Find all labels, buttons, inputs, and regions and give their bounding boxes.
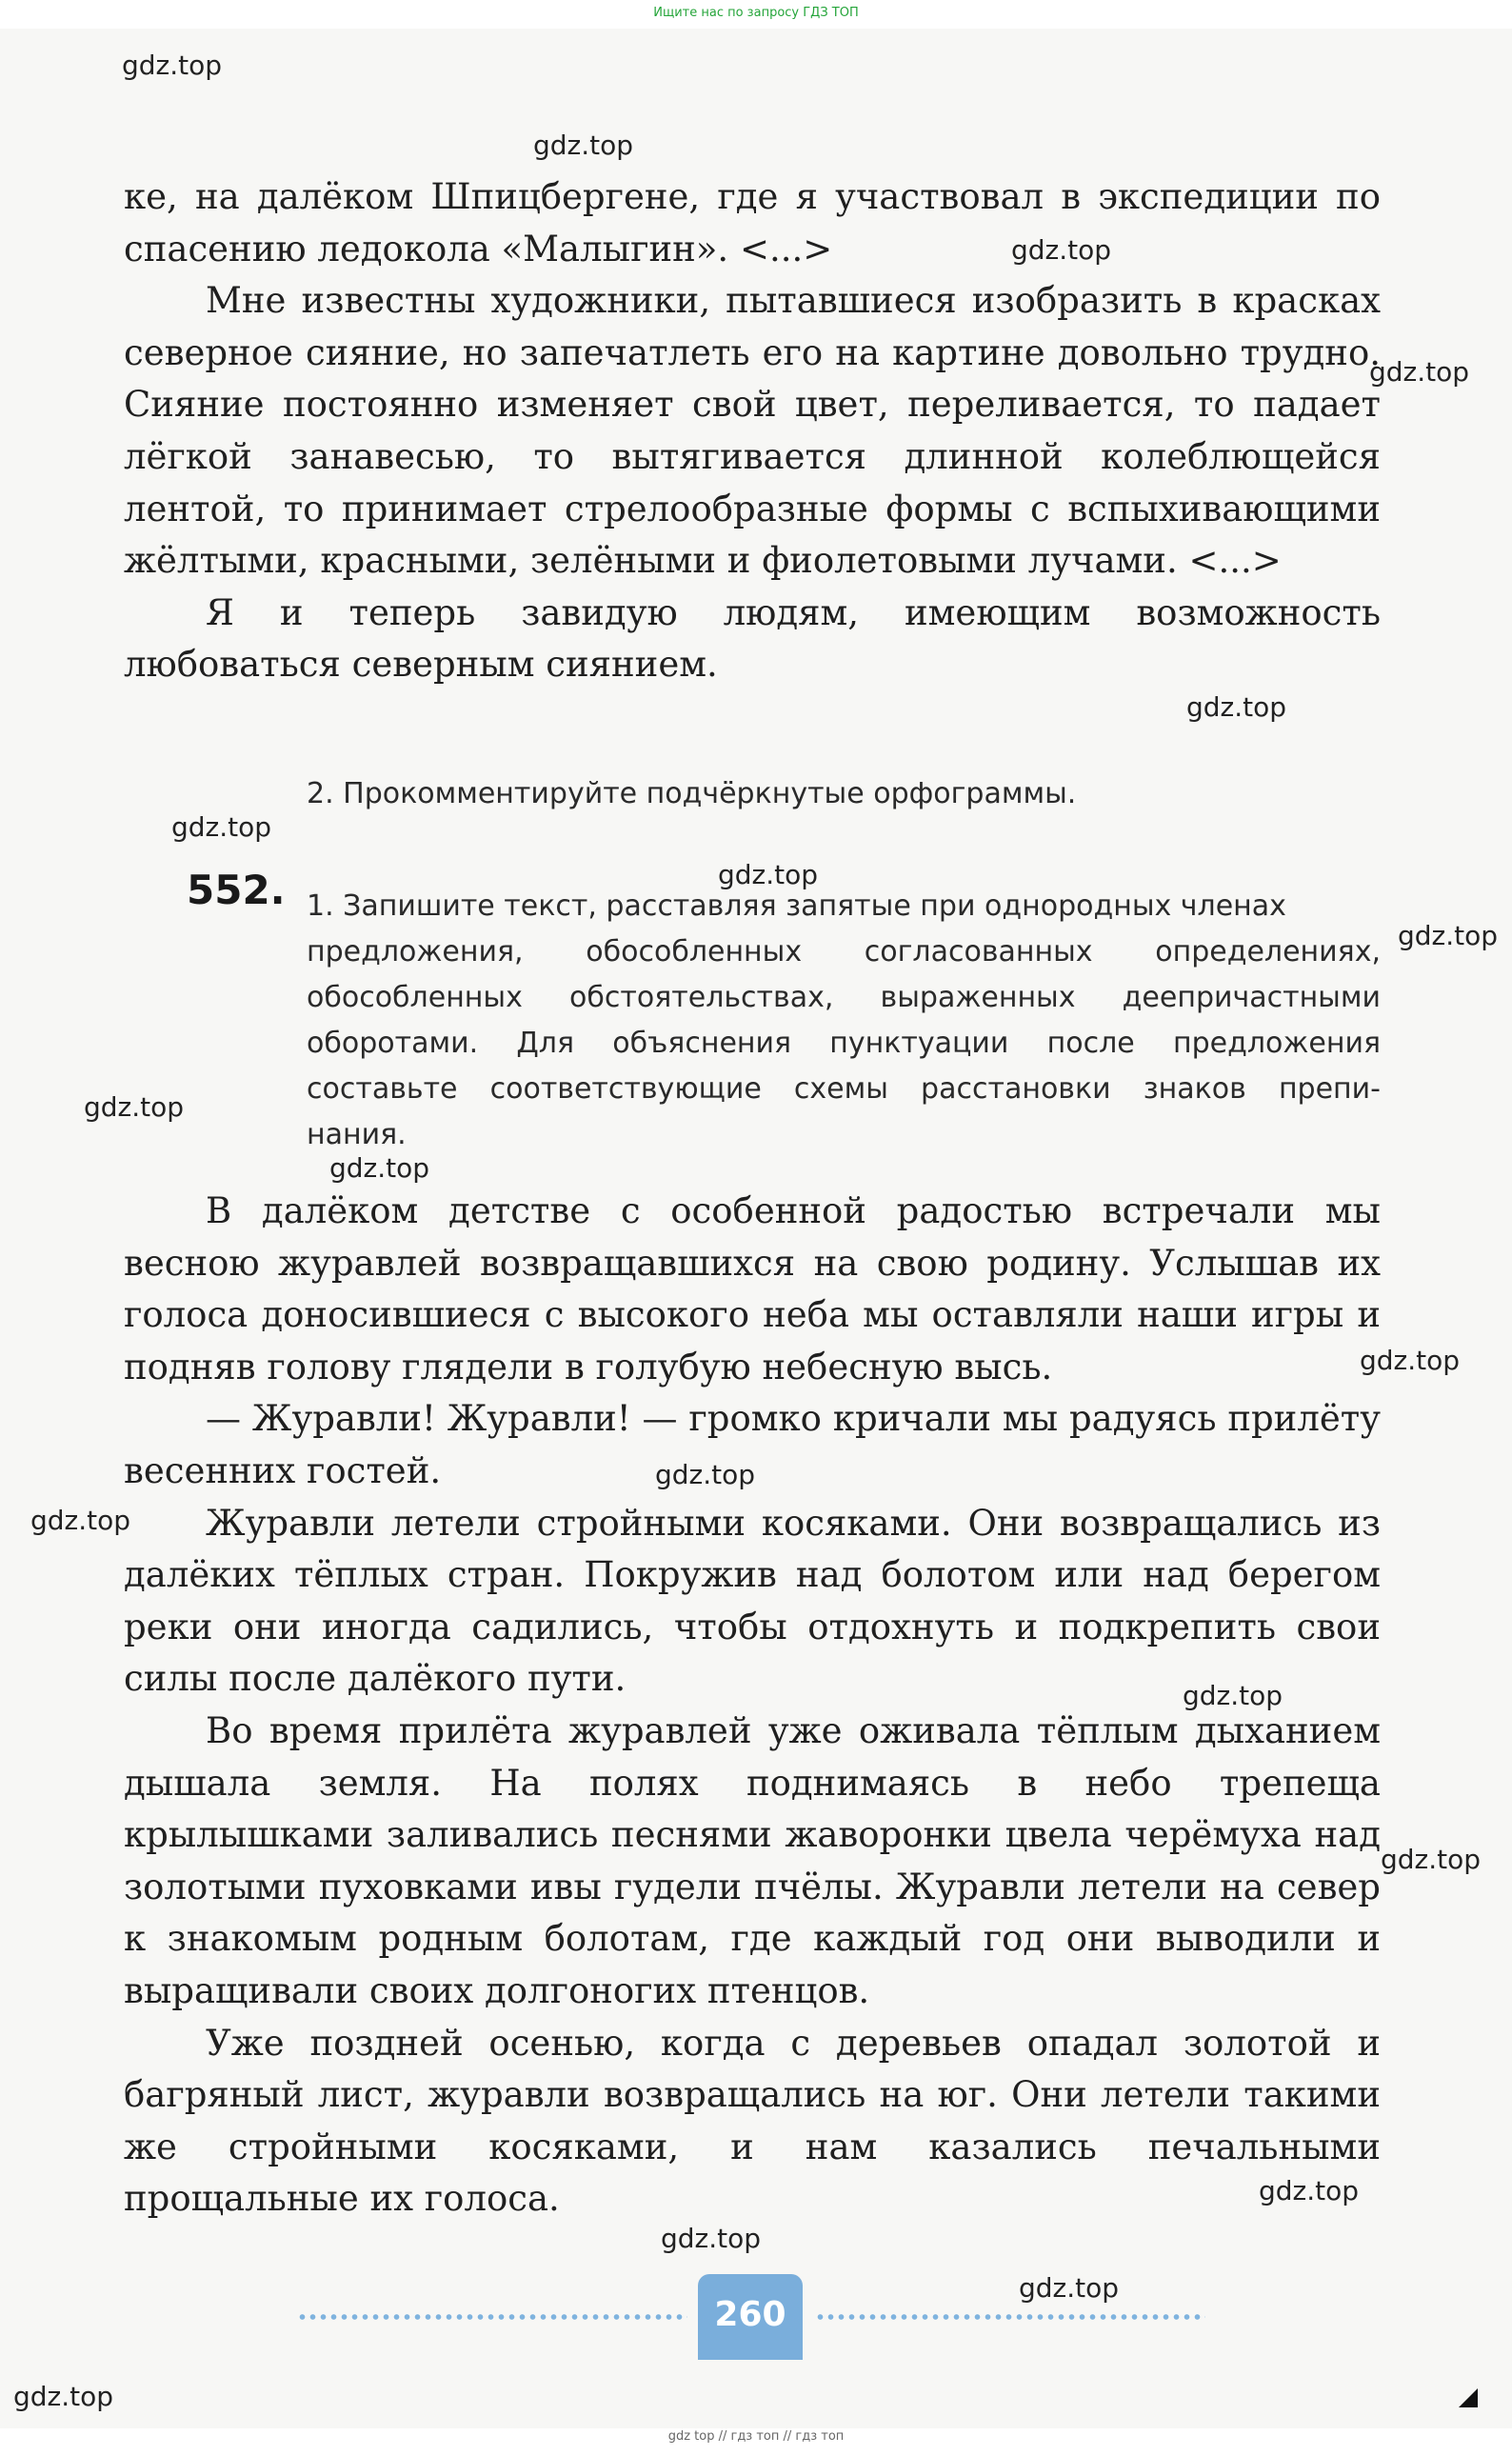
- instruction-line: оборотами. Для объяснения пунктуации после предложения: [307, 1027, 1381, 1060]
- watermark: gdz.top: [13, 2381, 114, 2412]
- watermark: gdz.top: [1381, 1844, 1482, 1875]
- watermark: gdz.top: [1360, 1345, 1461, 1376]
- watermark: gdz.top: [1011, 234, 1112, 266]
- task-2-instruction: 2. Прокомментируйте подчёркнутые орфограммы.: [307, 777, 1077, 810]
- paragraph: Мне известны художники, пытавшиеся изобразить в красках северное сияние, но запечатлеть его на картине довольно трудно. Сияние постоянно изменяет свой цвет, переливается, то падает лёгкой занавесью, то вытягивается длинной колеблющейся лентой, то принимает стрелообразные формы с вспыхивающими жёлтыми, красными, зелёными и фиолетовыми лучами. <...>: [124, 280, 1381, 582]
- watermark: gdz.top: [1186, 691, 1287, 723]
- exercise-number: 552.: [187, 867, 286, 913]
- paragraph: Во время прилёта журавлей уже оживала тёплым дыханием дышала земля. На полях поднимаясь в небо трепеща крылышками заливались песнями жаворонки цвела черёмуха над золотыми пуховками ивы гудели пчёлы. Журавли летели на север к знакомым родным болотам, где каждый год они выводили и выращивали своих долгоногих птенцов.: [124, 1709, 1381, 2011]
- footer-dots-left: [297, 2309, 687, 2325]
- watermark: gdz.top: [1019, 2272, 1120, 2304]
- watermark: gdz.top: [1369, 356, 1470, 388]
- top-banner[interactable]: Ищите нас по запросу ГДЗ ТОП: [653, 6, 859, 20]
- watermark: gdz.top: [1398, 920, 1499, 951]
- exercise-instruction: [307, 884, 1381, 1158]
- watermark: gdz.top: [1259, 2175, 1360, 2206]
- bottom-banner[interactable]: gdz top // гдз топ // гдз топ: [667, 2429, 845, 2444]
- instruction-line: обособленных обстоятельствах, выраженных деепричастными: [307, 981, 1381, 1014]
- instruction-line: нания.: [307, 1118, 407, 1151]
- paragraph: Уже поздней осенью, когда с деревьев опадал золотой и багряный лист, журавли возвращались на юг. Они летели такими же стройными косяками, и нам казались печальными прощальные их голоса.: [124, 2022, 1381, 2220]
- watermark: gdz.top: [655, 1459, 756, 1490]
- watermark: gdz.top: [122, 50, 223, 81]
- paragraph: — Журавли! Журавли! — громко кричали мы радуясь прилёту весенних гостей.: [124, 1398, 1381, 1491]
- passage-top: [124, 171, 1381, 691]
- paragraph: Я и теперь завидую людям, имеющим возможность любоваться северным сиянием.: [124, 591, 1381, 686]
- paragraph: В далёком детстве с особенной радостью встречали мы весною журавлей возвращавшихся на свою родину. Услышав их голоса доносившиеся с высокого неба мы оставляли наши игры и подняв голову глядели в голубую небесную высь.: [124, 1190, 1381, 1388]
- page-number: 260: [698, 2274, 803, 2360]
- watermark: gdz.top: [30, 1505, 131, 1536]
- watermark: gdz.top: [1183, 1680, 1283, 1711]
- watermark: gdz.top: [718, 859, 819, 890]
- watermark: gdz.top: [329, 1152, 430, 1184]
- watermark: gdz.top: [171, 811, 272, 843]
- watermark: gdz.top: [533, 130, 634, 161]
- instruction-line: предложения, обособленных согласованных определениях,: [307, 935, 1381, 968]
- footer-dots-right: [815, 2309, 1205, 2325]
- corner-mark: [1459, 2388, 1478, 2407]
- instruction-line: составьте соответствующие схемы расстановки знаков препи-: [307, 1072, 1381, 1106]
- paragraph: Журавли летели стройными косяками. Они возвращались из далёких тёплых стран. Покружив над болотом или над берегом реки они иногда садились, чтобы отдохнуть и подкрепить свои силы после далёкого пути.: [124, 1502, 1381, 1700]
- watermark: gdz.top: [661, 2223, 762, 2254]
- watermark: gdz.top: [84, 1091, 185, 1123]
- paragraph: ке, на далёком Шпицбергене, где я участвовал в экспедиции по спасению ледокола «Малыгин». <...>: [124, 176, 1381, 270]
- instruction-line: 1. Запишите текст, расставляя запятые при однородных членах: [307, 889, 1286, 923]
